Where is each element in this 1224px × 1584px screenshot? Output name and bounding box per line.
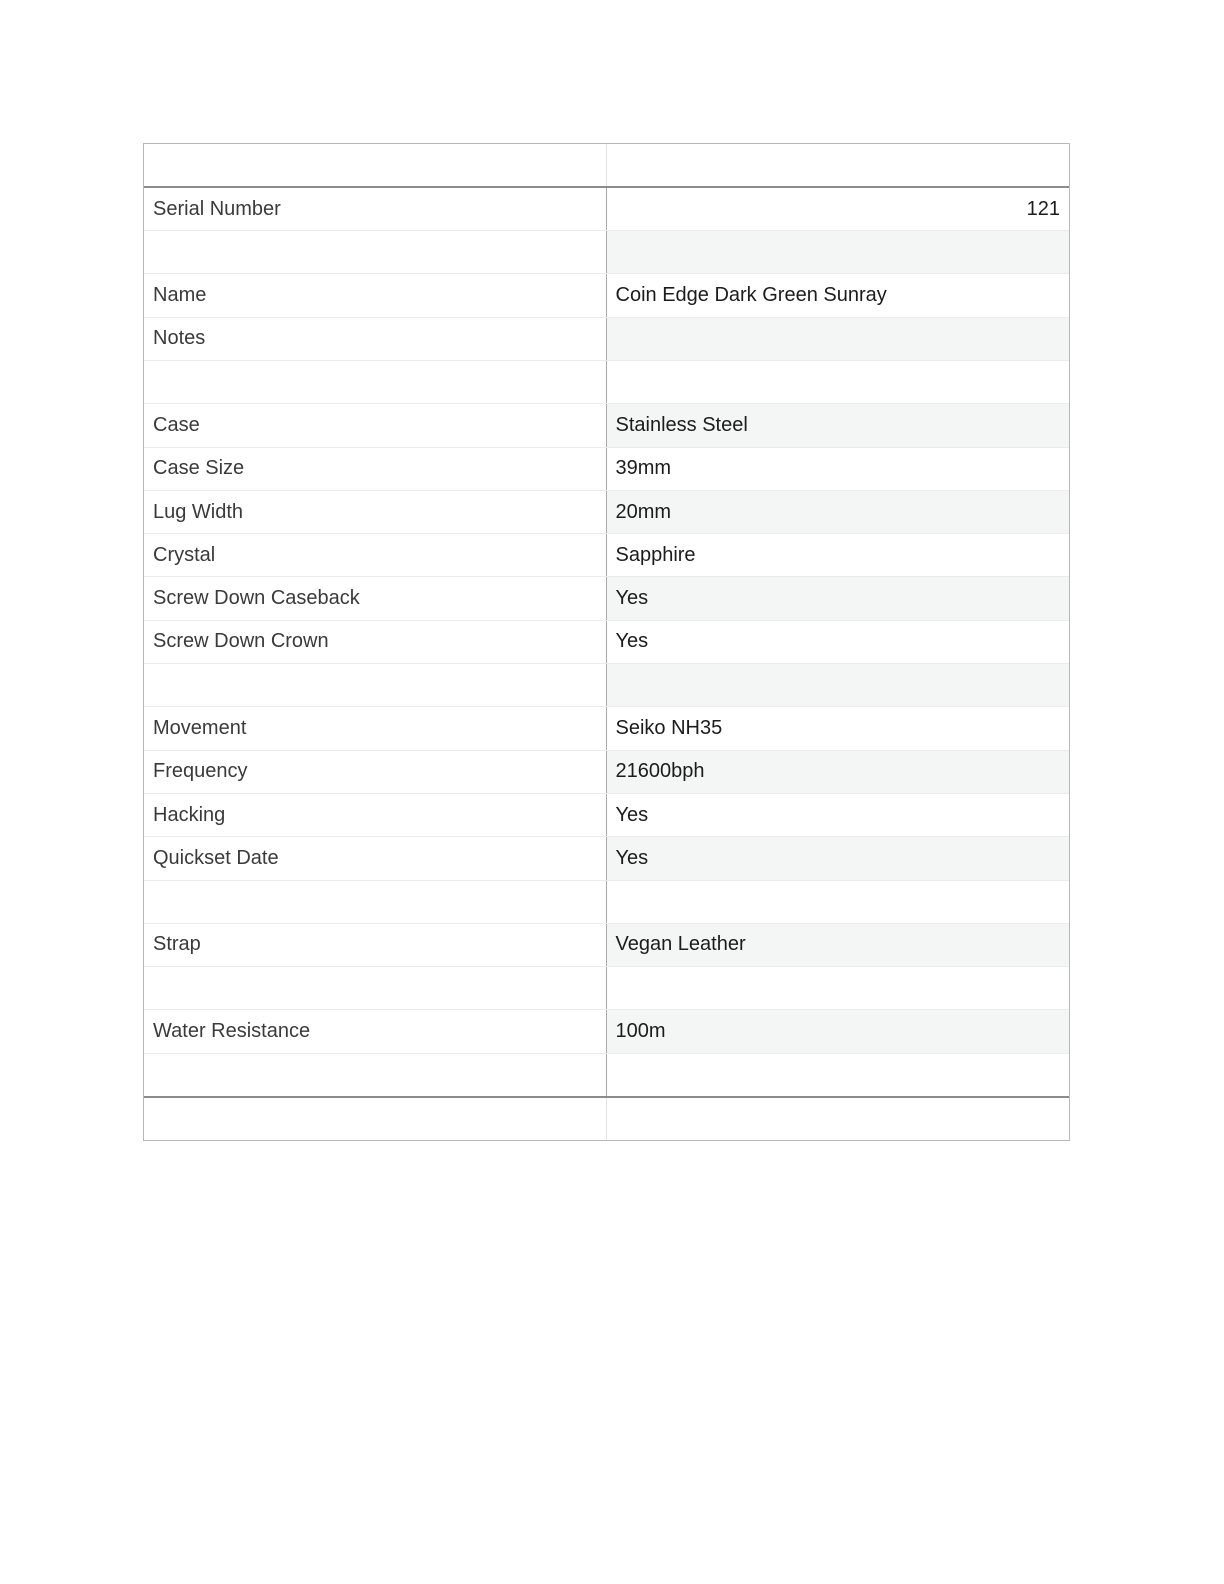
header-row [144,144,1069,187]
table-row [144,707,1069,750]
header-label-cell[interactable] [144,144,606,187]
footer-row [144,1097,1069,1140]
label-cell-blank[interactable] [144,231,606,274]
table-row [144,490,1069,533]
table-row [144,967,1069,1010]
value-cell-blank[interactable] [606,967,1069,1010]
table-row [144,447,1069,490]
table-row [144,360,1069,403]
value-cell-case[interactable]: Stainless Steel [606,404,1069,447]
label-cell-blank[interactable] [144,360,606,403]
table-row [144,750,1069,793]
label-cell-blank[interactable] [144,880,606,923]
table-row [144,274,1069,317]
value-cell-blank[interactable] [606,880,1069,923]
value-cell-strap[interactable]: Vegan Leather [606,923,1069,966]
value-cell-water-resistance[interactable]: 100m [606,1010,1069,1053]
table-row [144,793,1069,836]
value-cell-movement[interactable]: Seiko NH35 [606,707,1069,750]
table-row [144,317,1069,360]
spec-table [144,144,1069,1140]
table-row [144,1010,1069,1053]
footer-label-cell[interactable] [144,1097,606,1140]
value-cell-hacking[interactable]: Yes [606,793,1069,836]
value-cell-blank[interactable] [606,1053,1069,1096]
footer-value-cell[interactable] [606,1097,1069,1140]
label-cell-hacking[interactable]: Hacking [144,793,606,836]
table-row [144,404,1069,447]
label-cell-blank[interactable] [144,664,606,707]
header-value-cell[interactable] [606,144,1069,187]
table-row [144,534,1069,577]
label-cell-strap[interactable]: Strap [144,923,606,966]
value-cell-name[interactable]: Coin Edge Dark Green Sunray [606,274,1069,317]
value-cell-blank[interactable] [606,664,1069,707]
label-cell-water-resistance[interactable]: Water Resistance [144,1010,606,1053]
table-row [144,620,1069,663]
label-cell-case[interactable]: Case [144,404,606,447]
value-cell-quickset-date[interactable]: Yes [606,837,1069,880]
value-cell-blank[interactable] [606,360,1069,403]
watch-spec-sheet [143,143,1070,1141]
table-row [144,231,1069,274]
label-cell-notes[interactable]: Notes [144,317,606,360]
label-cell-lug-width[interactable]: Lug Width [144,490,606,533]
label-cell-screw-down-caseback[interactable]: Screw Down Caseback [144,577,606,620]
label-cell-serial-number[interactable]: Serial Number [144,187,606,230]
label-cell-blank[interactable] [144,1053,606,1096]
label-cell-movement[interactable]: Movement [144,707,606,750]
table-row [144,664,1069,707]
table-row [144,187,1069,230]
table-row [144,1053,1069,1096]
value-cell-screw-down-caseback[interactable]: Yes [606,577,1069,620]
value-cell-crystal[interactable]: Sapphire [606,534,1069,577]
value-cell-notes[interactable] [606,317,1069,360]
label-cell-name[interactable]: Name [144,274,606,317]
value-cell-lug-width[interactable]: 20mm [606,490,1069,533]
value-cell-case-size[interactable]: 39mm [606,447,1069,490]
label-cell-case-size[interactable]: Case Size [144,447,606,490]
table-row [144,837,1069,880]
label-cell-blank[interactable] [144,967,606,1010]
value-cell-frequency[interactable]: 21600bph [606,750,1069,793]
value-cell-screw-down-crown[interactable]: Yes [606,620,1069,663]
label-cell-screw-down-crown[interactable]: Screw Down Crown [144,620,606,663]
label-cell-quickset-date[interactable]: Quickset Date [144,837,606,880]
value-cell-serial-number[interactable]: 121 [606,187,1069,230]
table-row [144,880,1069,923]
table-row [144,577,1069,620]
value-cell-blank[interactable] [606,231,1069,274]
label-cell-crystal[interactable]: Crystal [144,534,606,577]
label-cell-frequency[interactable]: Frequency [144,750,606,793]
table-row [144,923,1069,966]
